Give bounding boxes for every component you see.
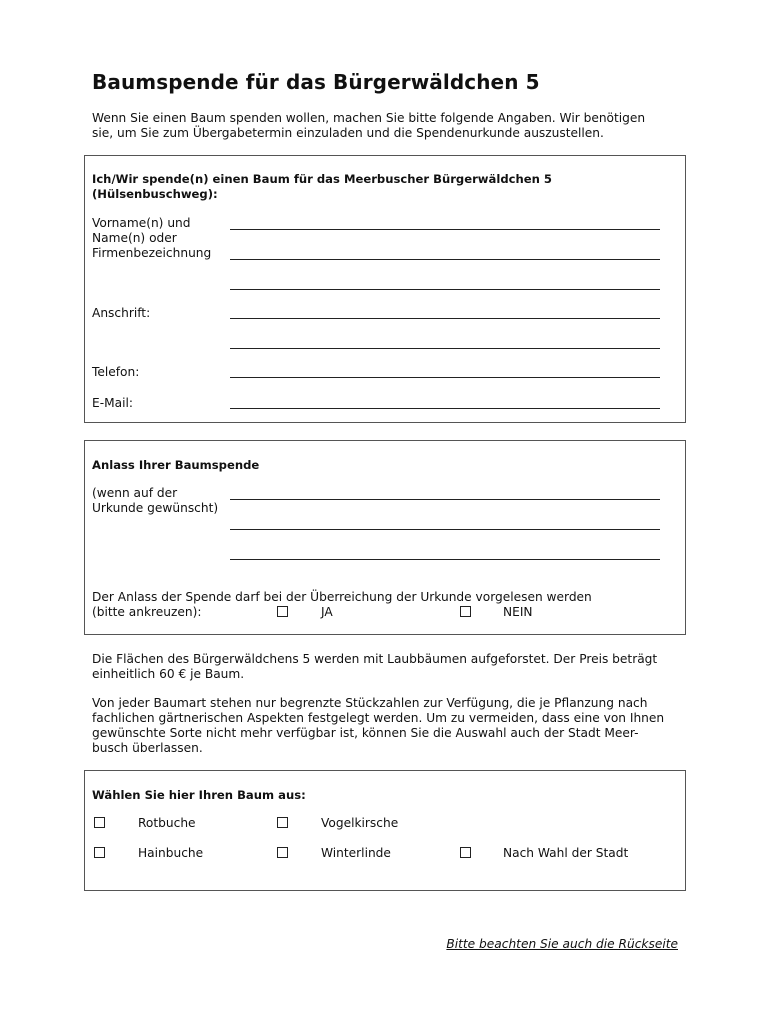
vogelkirsche-checkbox[interactable] bbox=[277, 817, 288, 828]
hainbuche-label: Hainbuche bbox=[138, 846, 204, 860]
phone-label: Telefon: bbox=[92, 365, 140, 379]
occasion-sub-label-line-1: (wenn auf der bbox=[92, 486, 178, 500]
readout-text-line-2: (bitte ankreuzen): bbox=[92, 605, 202, 619]
city-choice-label: Nach Wahl der Stadt bbox=[503, 846, 629, 860]
address-label: Anschrift: bbox=[92, 306, 151, 320]
occasion-sub-label-line-2: Urkunde gewünscht) bbox=[92, 501, 219, 515]
no-checkbox[interactable] bbox=[460, 606, 471, 617]
rotbuche-checkbox[interactable] bbox=[94, 817, 105, 828]
page-title: Baumspende für das Bürgerwäldchen 5 bbox=[92, 70, 540, 94]
email-label: E-Mail: bbox=[92, 396, 133, 410]
tree-heading: Wählen Sie hier Ihren Baum aus: bbox=[92, 788, 306, 802]
donor-heading-line-2: (Hülsenbuschweg): bbox=[92, 187, 218, 201]
email-field-line[interactable] bbox=[230, 408, 660, 409]
info-p1-line-2: einheitlich 60 € je Baum. bbox=[92, 667, 245, 681]
back-side-note: Bitte beachten Sie auch die Rückseite bbox=[446, 937, 678, 951]
occasion-field-line-2[interactable] bbox=[230, 529, 660, 530]
intro-line-2: sie, um Sie zum Übergabetermin einzuladen und die Spendenurkunde auszustellen. bbox=[92, 126, 604, 140]
occasion-field-line-3[interactable] bbox=[230, 559, 660, 560]
name-field-line-2[interactable] bbox=[230, 259, 660, 260]
phone-field-line[interactable] bbox=[230, 377, 660, 378]
info-p2-line-2: fachlichen gärtnerischen Aspekten festgelegt werden. Um zu vermeiden, dass eine von Ihnen bbox=[92, 711, 665, 725]
occasion-field-line-1[interactable] bbox=[230, 499, 660, 500]
city-choice-checkbox[interactable] bbox=[460, 847, 471, 858]
address-field-line-2[interactable] bbox=[230, 348, 660, 349]
hainbuche-checkbox[interactable] bbox=[94, 847, 105, 858]
name-label-line-2: Name(n) oder bbox=[92, 231, 177, 245]
yes-checkbox[interactable] bbox=[277, 606, 288, 617]
name-label-line-1: Vorname(n) und bbox=[92, 216, 191, 230]
info-p2-line-3: gewünschte Sorte nicht mehr verfügbar ist, können Sie die Auswahl auch der Stadt Meer- bbox=[92, 726, 639, 740]
winterlinde-label: Winterlinde bbox=[321, 846, 391, 860]
info-p2-line-4: busch überlassen. bbox=[92, 741, 203, 755]
yes-label: JA bbox=[321, 605, 333, 619]
info-p1-line-1: Die Flächen des Bürgerwäldchens 5 werden mit Laubbäumen aufgeforstet. Der Preis beträgt bbox=[92, 652, 658, 666]
name-field-line-3[interactable] bbox=[230, 289, 660, 290]
winterlinde-checkbox[interactable] bbox=[277, 847, 288, 858]
rotbuche-label: Rotbuche bbox=[138, 816, 196, 830]
no-label: NEIN bbox=[503, 605, 533, 619]
donor-heading-line-1: Ich/Wir spende(n) einen Baum für das Meerbuscher Bürgerwäldchen 5 bbox=[92, 172, 552, 186]
info-p2-line-1: Von jeder Baumart stehen nur begrenzte Stückzahlen zur Verfügung, die je Pflanzung nach bbox=[92, 696, 648, 710]
readout-text-line-1: Der Anlass der Spende darf bei der Überreichung der Urkunde vorgelesen werden bbox=[92, 590, 592, 604]
name-field-line-1[interactable] bbox=[230, 229, 660, 230]
name-label-line-3: Firmenbezeichnung bbox=[92, 246, 212, 260]
vogelkirsche-label: Vogelkirsche bbox=[321, 816, 399, 830]
intro-line-1: Wenn Sie einen Baum spenden wollen, machen Sie bitte folgende Angaben. Wir benötigen bbox=[92, 111, 646, 125]
occasion-heading: Anlass Ihrer Baumspende bbox=[92, 458, 260, 472]
address-field-line-1[interactable] bbox=[230, 318, 660, 319]
